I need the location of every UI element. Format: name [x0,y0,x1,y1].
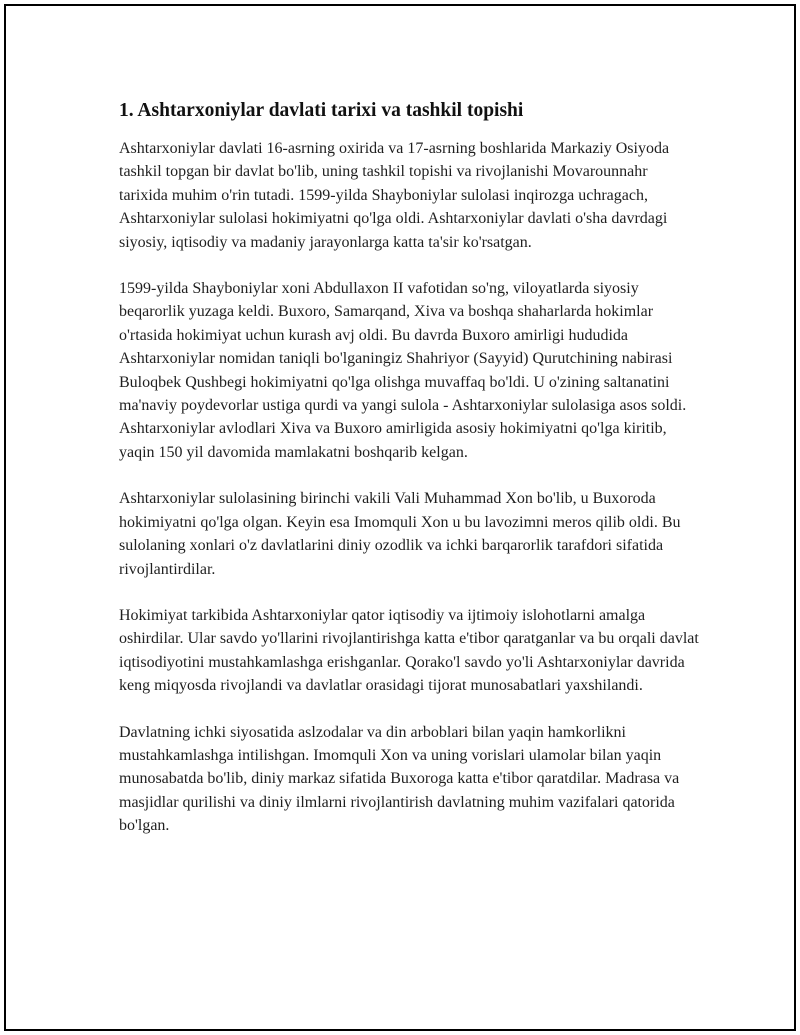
paragraph-4: Hokimiyat tarkibida Ashtarxoniylar qator iqtisodiy va ijtimoiy islohotlarni amalga oshirdilar. Ular savdo yo'llarini rivojlantirishga katta e'tibor qaratganlar va bu orqali davlat iqtisodiyotini mustahkamlashga erishganlar. Qorako'l savdo yo'li Ashtarxoniylar davrida keng miqyosda rivojlandi va davlatlar orasidagi tijorat munosabatlari yaxshilandi. [119,606,699,695]
paragraph-1: Ashtarxoniylar davlati 16-asrning oxirida va 17-asrning boshlarida Markaziy Osiyoda tashkil topgan bir davlat bo'lib, uning tashkil topishi va rivojlanishi Movarounnahr tarixida muhim o'rin tutadi. 1599-yilda Shayboniylar sulolasi inqirozga uchragach, Ashtarxoniylar sulolasi hokimiyatni qo'lga oldi. Ashtarxoniylar davlati o'sha davrdagi siyosiy, iqtisodiy va madaniy jarayonlarga katta ta'sir ko'rsatgan. [119,140,670,251]
paragraph-3: Ashtarxoniylar sulolasining birinchi vakili Vali Muhammad Xon bo'lib, u Buxoroda hokimiyatni qo'lga olgan. Keyin esa Imomquli Xon u bu lavozimni meros qilib oldi. Bu sulolaning xonlari o'z davlatlarini diniy ozodlik va ichki barqarorlik tarafdori sifatida rivojlantirdilar. [119,490,681,578]
section-title: 1. Ashtarxoniylar davlati tarixi va tashkil topishi [119,100,524,121]
paragraph-5: Davlatning ichki siyosatida aslzodalar va din arboblari bilan yaqin hamkorlikni mustahkamlashga intilishgan. Imomquli Xon va uning vorislari ulamolar bilan yaqin munosabatda bo'lib, diniy markaz sifatida Buxoroga katta e'tibor qaratdilar. Madrasa va masjidlar qurilishi va diniy ilmlarni rivojlantirish davlatning muhim vazifalari qatorida bo'lgan. [119,723,680,835]
paragraph-2: 1599-yilda Shayboniylar xoni Abdullaxon II vafotidan so'ng, viloyatlarda siyosiy beqarorlik yuzaga keldi. Buxoro, Samarqand, Xiva va boshqa shaharlarda hokimlar o'rtasida hokimiyat uchun kurash avj oldi. Bu davrda Buxoro amirligi hududida Ashtarxoniylar nomidan taniqli bo'lganingiz Shahriyor (Sayyid) Qurutchining nabirasi Buloqbek Qushbegi hokimiyatni qo'lga olishga muvaffaq bo'ldi. U o'zining saltanatini ma'naviy poydevorlar ustiga qurdi va yangi sulola - Ashtarxoniylar sulolasiga asos soldi. Ashtarxoniylar avlodlari Xiva va Buxoro amirligida asosiy hokimiyatni qo'lga kiritib, yaqin 150 yil davomida mamlakatni boshqarib kelgan. [119,280,687,461]
document-body [119,97,699,861]
page-frame [4,4,796,1031]
